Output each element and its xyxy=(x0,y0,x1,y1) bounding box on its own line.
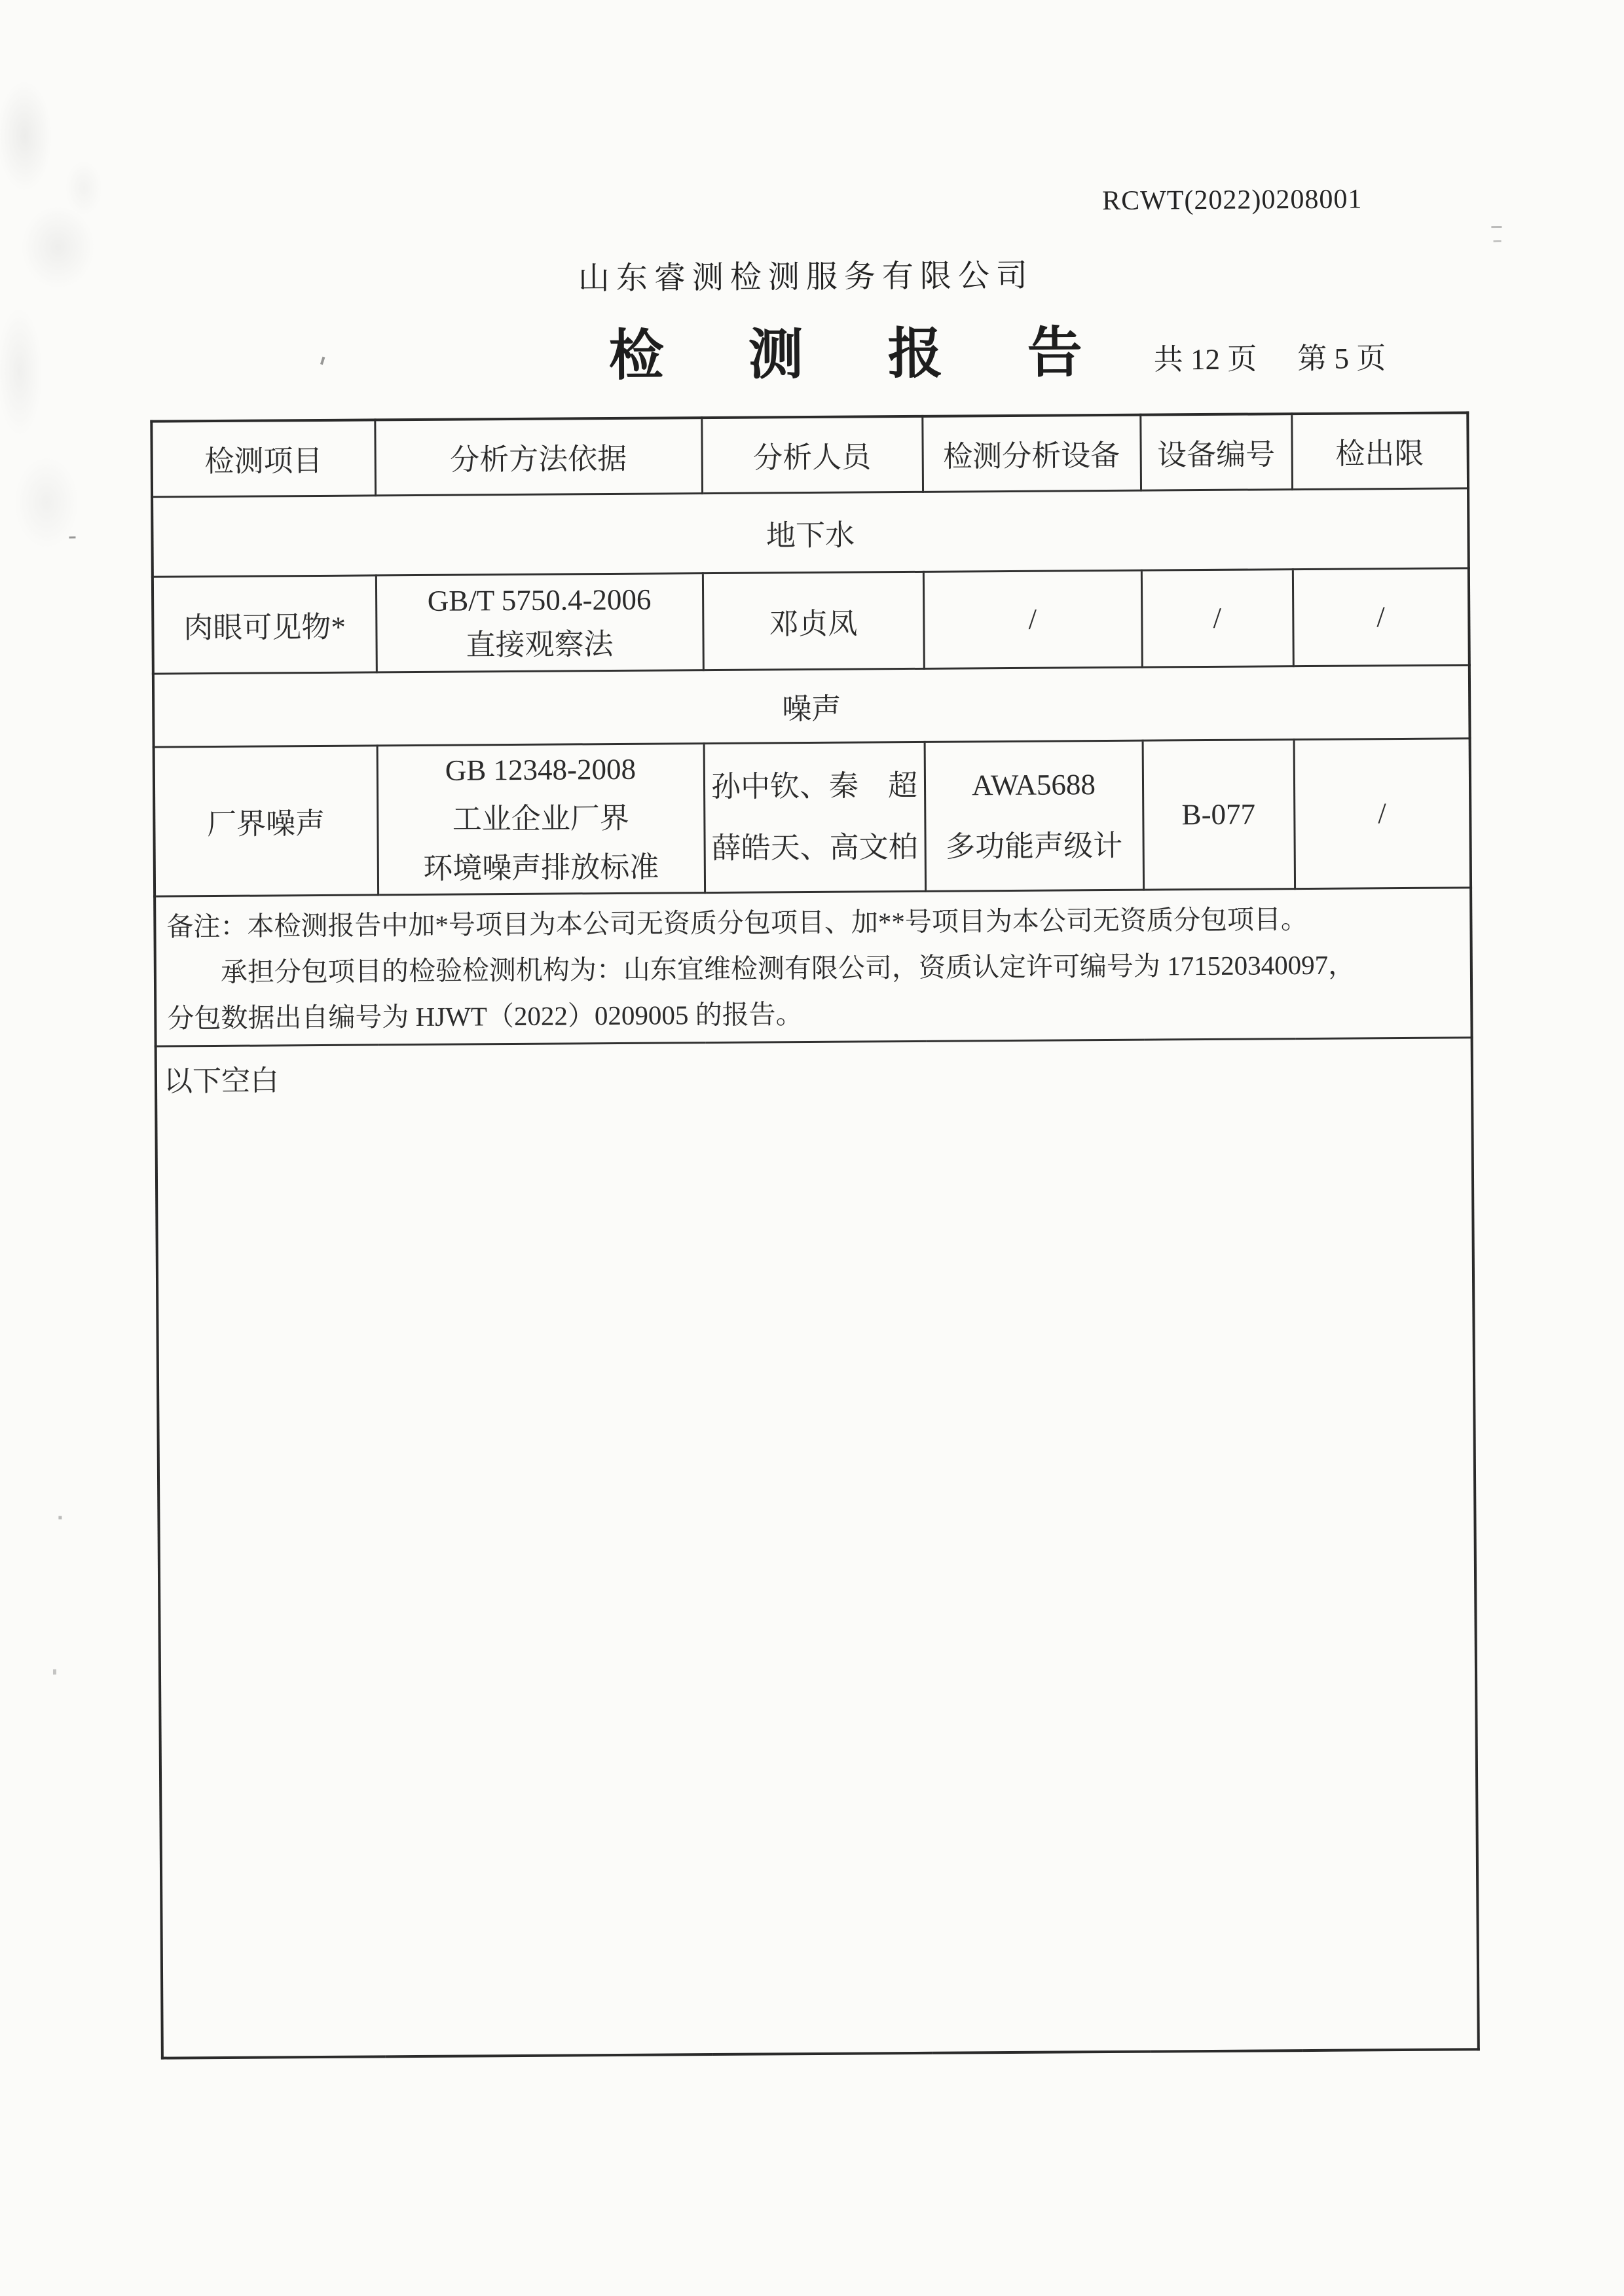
scan-artifact xyxy=(53,1669,56,1675)
method-line: 工业企业厂界 xyxy=(452,801,630,836)
section-label-noise: 噪声 xyxy=(153,665,1470,746)
scan-artifact xyxy=(0,57,165,608)
total-pages: 共 12 页 xyxy=(1153,342,1257,376)
cell-method xyxy=(376,573,703,672)
header-cell-analysts: 分析人员 xyxy=(701,416,923,493)
company-name: 山东睿测检测服务有限公司 xyxy=(578,258,1035,297)
cell-method xyxy=(377,743,705,894)
scan-artifact xyxy=(58,1516,62,1520)
cell-detection-limit: / xyxy=(1294,738,1471,888)
cell-equipment: / xyxy=(923,570,1142,668)
method-line: GB 12348-2008 xyxy=(445,752,637,787)
remark-line-3: 分包数据出自编号为 HJWT（2022）0209005 的报告。 xyxy=(167,998,803,1034)
cell-item: 厂界噪声 xyxy=(154,745,378,896)
table-row xyxy=(153,568,1469,673)
remark-row xyxy=(155,887,1471,1046)
header-cell-equipment-no: 设备编号 xyxy=(1140,414,1292,490)
report-number: RCWT(2022)0208001 xyxy=(1101,184,1363,217)
method-line: GB/T 5750.4-2006 xyxy=(427,583,652,617)
analysts-line: 孙中钦、秦 超 xyxy=(710,769,918,804)
header-cell-item: 检测项目 xyxy=(151,420,375,496)
test-report-table xyxy=(150,411,1480,2059)
cell-equipment-no: B-077 xyxy=(1143,739,1295,890)
remark-line-1 xyxy=(166,895,1460,949)
blank-row xyxy=(156,1037,1479,2058)
section-row-groundwater xyxy=(152,488,1469,576)
analysts-line: 薛皓天、高文柏 xyxy=(711,830,918,866)
cell-detection-limit: / xyxy=(1293,568,1469,666)
blank-note: 以下空白 xyxy=(163,1064,280,1098)
header-cell-detection-limit: 检出限 xyxy=(1291,412,1468,489)
equipment-line: 多功能声级计 xyxy=(945,829,1123,864)
method-line: 环境噪声排放标准 xyxy=(423,850,659,885)
table-header-row xyxy=(151,412,1468,496)
scan-artifact xyxy=(69,536,75,538)
remark-label: 备注： xyxy=(166,911,248,942)
remark-cell xyxy=(155,887,1471,1046)
table-row xyxy=(154,738,1471,896)
section-label-groundwater: 地下水 xyxy=(152,488,1469,576)
section-row-noise xyxy=(153,665,1470,746)
scan-artifact xyxy=(1491,226,1502,228)
equipment-line: AWA5688 xyxy=(971,768,1096,802)
pagination xyxy=(1153,334,1386,378)
header-cell-method: 分析方法依据 xyxy=(375,418,702,495)
page-title: 检 测 报 告 xyxy=(608,322,1118,388)
remark-line-2: 承担分包项目的检验检测机构为：山东宜维检测有限公司，资质认定许可编号为 171520340097， xyxy=(220,949,1356,987)
scan-artifact xyxy=(1494,240,1502,242)
cell-analysts xyxy=(704,742,926,892)
cell-equipment xyxy=(925,740,1144,891)
cell-analyst: 邓贞凤 xyxy=(703,572,924,670)
header-cell-equipment: 检测分析设备 xyxy=(922,415,1141,492)
blank-area xyxy=(156,1037,1479,2058)
scan-artifact xyxy=(320,357,325,365)
cell-equipment-no: / xyxy=(1141,569,1293,667)
remark-text: 本检测报告中加*号项目为本公司无资质分包项目、加**号项目为本公司无资质分包项目。 xyxy=(247,903,1308,941)
method-line: 直接观察法 xyxy=(466,627,614,662)
cell-item: 肉眼可见物* xyxy=(153,575,377,673)
current-page: 第 5 页 xyxy=(1297,342,1386,376)
